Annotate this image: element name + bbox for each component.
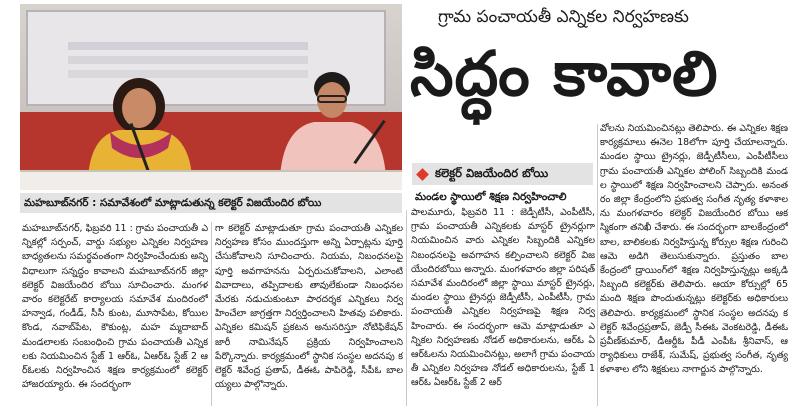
column-divider xyxy=(597,124,598,406)
article-column-2: గా కలెక్టర్ మాట్లాడుతూ గ్రామ పంచాయతీ ఎన్నికల నిర్వహణ కోసం ముందస్తుగా అన్ని ఏర్పాట్లను పూర్తి చేసుకోవాలని సూచించారు. నియమ, నిబంధనలపై పూర్తి అవగాహనను ఏర్పరుచుకోవాలని, ఎలాంటి వివాదాలు, తప్పిదాలకు తావులేకుండా నిబంధనల మేరకు నడుచుకుంటూ పారదర్శక ఎన్నికలు నిర్వహించేలా జాగ్రత్తగా నిర్వర్తించాలని హితవు పలికారు. ఎన్నికల కమిషన్ ప్రకటన అనుసరిస్తూ నోటిఫికేషన్ జారీ నామినేషన్ ప్రక్రియ నిర్వహించాలని పేర్కొన్నారు. కార్యక్రమంలో స్థానిక సంస్థల అదనపు కలెక్టర్ శివేంద్ర ప్రతాప్, డీఈఓ పాపిరెడ్డి, సీపీఓ బాలయ్యలు పాల్గొన్నారు. xyxy=(215,223,403,391)
article-column-1: మహబూబ్‌నగర్, ఫిబ్రవరి 11 : గ్రామ పంచాయతీ ఎన్నికల్లో సర్పంచ్, వార్డు సభ్యుల ఎన్నికల నిర్వహణ బాధ్యతలను సమర్థవంతంగా నిర్వహించేందుకు అన్ని విధాలుగా సన్నద్ధం కావాలని మహబూబ్‌నగర్ జిల్లా కలెక్టర్ విజయేందిర బోయి సూచించారు. మంగళవారం కలెక్టరేట్ కార్యాలయ సమావేశ మందిరంలో హన్వాడ, గండీడ్, సీసీ కుంట, మూసాపేట, కోయిలకొండ, నవాబ్‌పేట, కౌకుంట్ల, మహ మ్మదాబాద్ మండలాలకు సంబంధించి గ్రామ పంచాయతీ ఎన్నికలకు నియమించిన స్టేజ్ 1 ఆర్‌ఓ, ఏఆర్‌ఓ స్టేజ్ 2 ఆర్‌ఓలకు నిర్వహించిన శిక్షణ కార్యక్రమంలో కలెక్టర్ హాజరయ్యారు. ఈ సందర్భంగా xyxy=(22,223,208,391)
news-photo xyxy=(20,4,402,190)
article-column-3: పాలమూరు, ఫిబ్రవరి 11 : జెడ్పీటీసీ, ఎంపీటీసీ, గ్రామ పంచాయతీ ఎన్నికలకు మాస్టర్ ట్రైనర్లుగా నియమించిన వారు ఎన్నికల సిబ్బందికి ఎన్నికల నిబంధనలపై అవగాహన కల్పించాలని కలెక్టర్ విజయేందిరబోయి అన్నారు. మంగళవారం జిల్లా పరిషత్ సమావేశ మందిరంలో జిల్లా స్థాయి మాస్టర్ ట్రైనర్లు, మండల స్థాయి ట్రైనర్లు జెడ్పీటీసీ, ఎంపీటీసీ, గ్రామ పంచాయతీ ఎన్నికల నిర్వహణపై శిక్షణ నిర్వహించారు. ఈ సందర్భంగా ఆమె మాట్లాడుతూ ఎన్నికల నిర్వహణకు నోడల్ అధికారులను, ఆర్‌ఓ ఏఆర్‌ఓలను నియమించినట్లు, అలాగే గ్రామ పంచాయతీ ఎన్నికల నిర్వహణ నోడల్ అధికారులను, స్టేజ్ 1 ఆర్‌ఓ ఏఆర్‌ఓ స్టేజ్ 2 ఆర్ xyxy=(411,207,595,389)
speaker-woman-figure xyxy=(80,72,198,176)
byline-name: కలెక్టర్ విజయేందిర బోయి xyxy=(435,165,549,180)
photo-caption: మహబూబ్‌నగర్ : సమావేశంలో మాట్లాడుతున్న కలెక్టర్ విజయేందిర బోయి xyxy=(20,193,402,213)
column-divider xyxy=(406,210,407,406)
speaker-man-figure xyxy=(270,66,390,176)
column-divider xyxy=(211,222,212,406)
headline-kicker: గ్రామ పంచాయతీ ఎన్నికల నిర్వహణకు xyxy=(438,7,689,27)
bullet-diamond-icon xyxy=(416,168,429,181)
conference-table xyxy=(20,170,402,190)
sub-headline: మండల స్థాయిలో శిక్షణ నిర్వహించాలి xyxy=(415,191,567,203)
byline-box xyxy=(412,163,593,185)
article-column-4: వోలను నియమించినట్లు తెలిపారు. ఈ ఎన్నికల శిక్షణ కార్యక్రమాలు ఈనెల 18లోగా పూర్తి చేయాలన్నారు. మండల స్థాయి ట్రైనర్లు, జెడ్పీటీసీలు, ఎంపీటీసీలు గ్రామ పంచాయతీ ఎన్నికల పోలింగ్ సిబ్బందికి మండల స్థాయిలో శిక్షణ నిర్వహించాలని చెప్పారు. అనంతరం జిల్లా కేంద్రంలోని ప్రభుత్వ సంగీత నృత్య కళాశాలను మంగళవారం కలెక్టర్ విజయేందిర బోయి ఆకస్మికంగా తనిఖీ చేశారు. ఈ సందర్భంగా బాలకేంద్రంలో బాల, బాలికలకు నిర్వహిస్తున్న కోర్సుల శిక్షణ గురించి ఆమె అడిగి తెలుసుకున్నారు. ప్రస్తుతం బాల కేంద్రంలో డ్రాయింగ్‌లో శిక్షణ నిర్వహిస్తున్నట్లు అక్కడి సిబ్బంది కలెక్టర్‌కు తెలిపారు. ఆయా కోర్సుల్లో 65 మంది శిక్షణ పొందుతున్నట్లు కలెక్టర్‌కు అధికారులు తెలిపారు. కార్యక్రమంలో స్థానిక సంస్థల అదనపు కలెక్టర్ శివేంద్రప్రతాప్, జెడ్పీ సీఈఓ వెంకటరెడ్డి, డీఈఓ ప్రవీణ్‌కుమార్, డీఆర్డీఓ పీడీ ఎంపీఓ శ్రీనివాస్, ఆర్యాధికులు రాజేశ్, సుమేష్, ప్రభుత్వ సంగీత, నృత్య కళాశాల లోని శిక్షకులు నాగార్జున పాల్గొన్నారు. xyxy=(600,123,788,376)
headline: సిద్ధం కావాలి xyxy=(410,37,719,110)
